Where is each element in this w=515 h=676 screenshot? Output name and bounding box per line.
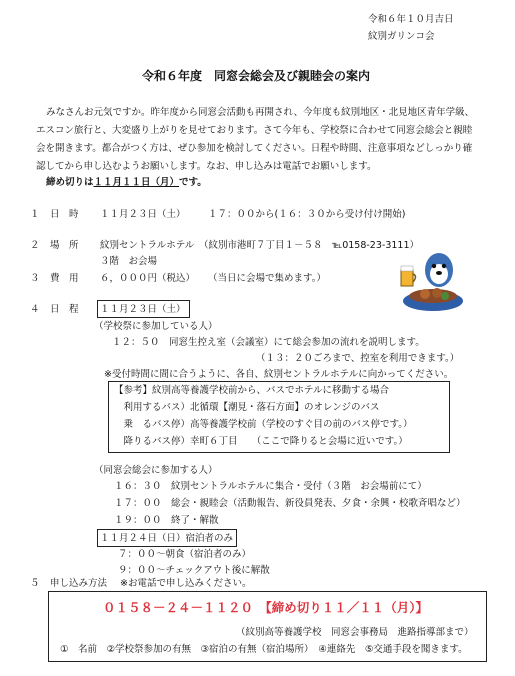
assembly-row-2: １７：００ 総会・親睦会（活動報告、新役員発表、夕食・余興・校歌斉唱など） — [114, 498, 466, 509]
item-label-datetime: 日 時 — [50, 209, 79, 220]
deadline-date: １１月１１日（月） — [93, 177, 180, 188]
bus-ref-line-2: 利用するバス）北循環【潮見・落石方面】のオレンジのバス — [114, 402, 380, 413]
contact-phone: ０１５８－２４－１１２０ 【締め切り１１／１１（月）】 — [103, 600, 429, 615]
festival-heading: （学校祭に参加している人） — [94, 321, 218, 332]
intro-line-4: 認してから申し込むようお願いします。なお、申し込みは電話でお願いします。 — [36, 161, 377, 172]
schedule-day2: １１月２４日（日）宿泊者のみ — [100, 533, 234, 544]
item-label-schedule: 日 程 — [50, 304, 79, 315]
assembly-row-3: １９：００ 終了・解散 — [114, 515, 219, 526]
festival-note: ※受付時間に間に合うように、各自、紋別セントラルホテルに向かってください。 — [104, 369, 454, 380]
deadline-prefix: 締め切りは — [46, 177, 94, 188]
fee-note: （当日に会場で集めます。） — [208, 273, 326, 284]
item-num-4: ４ — [30, 304, 40, 315]
seal-mascot-icon — [395, 246, 467, 314]
contact-required-info: ① 名前 ②学校祭参加の有無 ③宿泊の有無（宿泊場所） ④連絡先 ⑤交通手段を聞きます。 — [60, 644, 468, 655]
assembly-heading: （同窓会総会に参加する人） — [94, 465, 218, 476]
apply-note: ※お電話で申し込みください。 — [120, 578, 252, 589]
item-num-5: ５ — [30, 578, 40, 589]
festival-time-1-note: （１３：２０ごろまで、控室を利用できます。） — [256, 353, 460, 364]
day2-row-1: ７：００～朝食（宿泊者のみ） — [118, 549, 252, 560]
contact-office: （紋別高等養護学校 同窓会事務局 進路指導部まで） — [236, 627, 474, 638]
bus-ref-line-1: 【参考】紋別高等養護学校前から、バスでホテルに移動する場合 — [114, 385, 390, 396]
page-title: 令和６年度 同窓会総会及び親睦会の案内 — [142, 69, 371, 83]
deadline-suffix: です。 — [179, 177, 207, 188]
item-num-1: １ — [30, 209, 40, 220]
item-num-3: ３ — [30, 273, 40, 284]
fee-amount: ６，０００円（税込） — [100, 273, 196, 284]
assembly-row-1: １６：３０ 紋別セントラルホテルに集合・受付（３階 お会場前にて） — [114, 481, 427, 492]
deadline — [46, 177, 207, 188]
day2-row-2: ９：００～チェックアウト後に解散 — [118, 565, 270, 576]
festival-time-1: １２：５０ 同窓生控え室（会議室）にて総会参加の流れを説明します。 — [112, 337, 425, 348]
item-label-apply: 申し込み方法 — [50, 578, 108, 589]
intro-line-2: エスコン旅行と、大変盛り上がりを見せております。さて今年も、学校祭に合わせて同窓会総会と親睦 — [36, 125, 473, 136]
event-date: １１月２３日（土） — [100, 209, 186, 220]
bus-ref-line-4: 降りるバス停）幸町６丁目 （ここで降りると会場に近いです。） — [114, 436, 408, 447]
item-label-place: 場 所 — [50, 240, 79, 251]
venue-address: 紋別セントラルホテル （紋別市港町７丁目１－５８ ℡0158-23-3111） — [100, 240, 419, 251]
issue-date: 令和６年１０月吉日 — [368, 14, 454, 25]
item-num-2: ２ — [30, 240, 40, 251]
intro-line-3: 会を開きます。都合がつく方は、ぜひ参加を検討してください。日程や時間、注意事項などしっかり確 — [36, 143, 473, 154]
bus-ref-line-3: 乗 るバス停）高等養護学校前（学校のすぐ目の前のバス停です。） — [114, 419, 413, 430]
intro-line-1: みなさんお元気ですか。昨年度から同窓会活動も再開され、今年度も紋別地区・北見地区青年学級、 — [46, 107, 475, 118]
organization-name: 紋別ガリンコ会 — [368, 31, 435, 42]
event-time: １７：００から(１６：３０から受け付け開始) — [208, 209, 406, 220]
schedule-day1: １１月２３日（土） — [100, 304, 186, 315]
item-label-fee: 費 用 — [50, 273, 79, 284]
venue-floor: ３階 お会場 — [100, 256, 158, 267]
